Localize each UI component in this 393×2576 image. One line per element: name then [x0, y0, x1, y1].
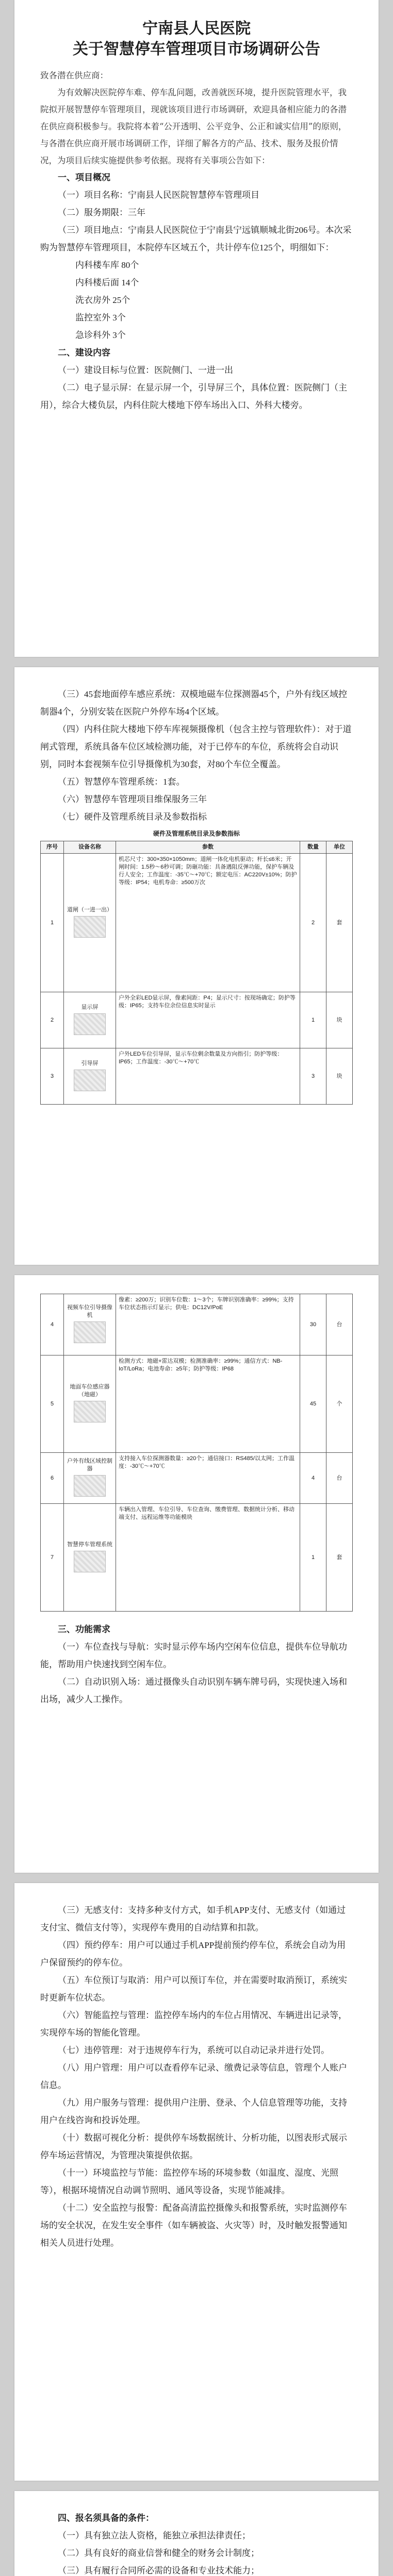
page-5: [14, 2491, 379, 2576]
product-image: [74, 1475, 106, 1497]
table-row: [41, 1294, 353, 1355]
doc-title-line2: 关于智慧停车管理项目市场调研公告: [73, 41, 320, 58]
page-4: [14, 1883, 379, 2481]
cell: 5: [41, 1355, 64, 1453]
cell: 台: [326, 1453, 353, 1504]
cell-text: 显示屏: [81, 1004, 99, 1010]
cell-text: 户外有线区域控制器: [67, 1458, 112, 1472]
cell: 3: [300, 1048, 326, 1105]
cell: 4: [41, 1294, 64, 1355]
col-header: 单位: [326, 841, 353, 854]
section3-heading: 三、功能需求: [58, 1624, 110, 1634]
intro-text: 为有效解决医院停车难、停车乱问题，改善就医环境，提升医院管理水平，我院拟开展智慧停车管理项目，现就该项目进行市场调研，欢迎具备相应能力的各潜在供应商积极参与。我院将本着“公开透明、公平竞争、公正和诚实信用”的原则，与各潜在供应商开展市场调研工作，详细了解各方的产品、技术、服务及报价情况，为项目后续实施提供参考依据。现将有关事项公告如下：: [40, 88, 347, 165]
cell: [64, 1504, 116, 1612]
cell: 块: [326, 992, 353, 1048]
product-image: [74, 1321, 106, 1343]
section4-heading: 四、报名须具备的条件：: [58, 2513, 154, 2523]
func-item: （三）无感支付：支持多种支付方式，如手机APP支付、无感支付（如通过支付宝、微信支付等），实现停车费用的自动结算和扣款。: [40, 1905, 346, 1933]
parking-item: 监控室外 3个: [75, 313, 126, 323]
cell-text: 智慧停车管理系统: [67, 1541, 112, 1548]
cell: [64, 992, 116, 1048]
p2-item6: （六）智慧停车管理项目维保服务三年: [58, 794, 207, 804]
cell: 4: [300, 1453, 326, 1504]
table-caption: 硬件及管理系统目录及参数指标: [153, 830, 240, 837]
cell: 2: [41, 992, 64, 1048]
cell: 像素：≥200万；识别车位数：1～3个；车牌识别准确率：≥99%；支持车位状态指示灯显示；供电：DC12V/PoE: [116, 1294, 300, 1355]
func-item: （十二）安全监控与报警：配备高清监控摄像头和报警系统，实时监测停车场的安全状况，在发生安全事件（如车辆被盗、火灾等）时，及时触发报警通知相关人员进行处理。: [40, 2203, 347, 2248]
cell: [64, 1453, 116, 1504]
table-row: [41, 1504, 353, 1612]
table-row: [41, 1355, 353, 1453]
func-item: （七）违停管理：对于违规停车行为，系统可以自动记录并进行处罚。: [58, 2045, 330, 2055]
col-header: 设备名称: [64, 841, 116, 854]
table-row: [41, 1048, 353, 1105]
s2-item1: （一）建设目标与位置：医院侧门、一进一出: [58, 365, 233, 375]
intro-salutation: 致各潜在供应商：: [40, 71, 108, 80]
cell: 户外全彩LED显示屏，像素间距：P4；显示尺寸：按现场确定；防护等级：IP65；支持车位余位信息实时显示: [116, 992, 300, 1048]
table-header-row: [41, 841, 353, 854]
product-image: [74, 1401, 106, 1422]
cell: 套: [326, 1504, 353, 1612]
table-row: [41, 992, 353, 1048]
page-1: [14, 0, 379, 657]
table-row: [41, 854, 353, 992]
cell: [64, 854, 116, 992]
page-3: [14, 1275, 379, 1873]
table-row: [41, 1453, 353, 1504]
func-item: （六）智能监控与管理：监控停车场内的车位占用情况、车辆进出记录等，实现停车场的智能化管理。: [40, 2010, 347, 2038]
cell: 个: [326, 1355, 353, 1453]
cell: 块: [326, 1048, 353, 1105]
s2-item2: （二）电子显示屏：在显示屏一个，引导屏三个，具体位置：医院侧门（主用），综合大楼负层，内科住院大楼地下停车场出入口、外科大楼旁。: [40, 383, 347, 410]
cell: [64, 1355, 116, 1453]
col-header: 序号: [41, 841, 64, 854]
product-image: [74, 916, 106, 938]
col-header: 数量: [300, 841, 326, 854]
func-item: （五）车位预订与取消：用户可以预订车位，并在需要时取消预订，系统实时更新车位状态。: [40, 1975, 347, 2003]
section2-heading: 二、建设内容: [58, 348, 110, 358]
s1-item1: （一）项目名称：宁南县人民医院智慧停车管理项目: [58, 190, 259, 200]
func-item: （十一）环境监控与节能：监控停车场的环境参数（如温度、湿度、光照等），根据环境情况自动调节照明、通风等设备，实现节能减排。: [40, 2168, 338, 2195]
cell: [64, 1048, 116, 1105]
func-item: （十）数据可视化分析：提供停车场数据统计、分析功能，以图表形式展示停车场运营情况，为管理决策提供依据。: [40, 2133, 347, 2160]
cell: 3: [41, 1048, 64, 1105]
func-item: （二）自动识别入场：通过摄像头自动识别车辆车牌号码，实现快速入场和出场，减少人工操作。: [40, 1677, 347, 1704]
product-image: [74, 1013, 106, 1035]
product-image: [74, 1070, 106, 1091]
parking-item: 内科楼后面 14个: [75, 278, 139, 287]
cell-text: 道闸（一进一出）: [67, 906, 112, 913]
cell-text: 地面车位感应器（地磁）: [70, 1384, 110, 1398]
cell: 1: [41, 854, 64, 992]
cell: 2: [300, 854, 326, 992]
func-item: （一）车位查找与导航：实时显示停车场内空闲车位信息，提供车位导航功能，帮助用户快速找到空闲车位。: [40, 1642, 347, 1669]
section1-heading: 一、项目概况: [58, 173, 110, 182]
req-item: （二）具有良好的商业信誉和健全的财务会计制度；: [58, 2548, 259, 2558]
cell: 户外LED车位引导屏，显示车位剩余数量及方向指引；防护等级：IP65；工作温度：-30℃～+70℃: [116, 1048, 300, 1105]
cell-text: 引导屏: [81, 1060, 99, 1066]
cell: 1: [300, 992, 326, 1048]
req-item: （一）具有独立法人资格，能独立承担法律责任；: [58, 2531, 251, 2540]
cell-text: 视频车位引导摄像机: [67, 1304, 112, 1318]
cell: 30: [300, 1294, 326, 1355]
cell: 检测方式：地磁+雷达双模；检测准确率：≥99%；通信方式：NB-IoT/LoRa；电池寿命：≥5年；防护等级：IP68: [116, 1355, 300, 1453]
parking-item: 洗衣房外 25个: [75, 295, 130, 305]
cell: 1: [300, 1504, 326, 1612]
page-2: [14, 667, 379, 1265]
parking-item: 内科楼车库 80个: [75, 260, 139, 270]
doc-title-line1: 宁南县人民医院: [142, 20, 251, 37]
cell: 机芯尺寸：300×350×1050mm；道闸一体化电机驱动；杆长≤6米；开闸时间：1.5秒～6秒可调；防砸功能：具备遇阻反弹功能，保护车辆及行人安全；工作温度：-35℃～+70℃；额定电压：AC220V±10%；防护等级：IP54；电机寿命：≥500万次: [116, 854, 300, 992]
cell: 支持接入车位探测器数量：≥20个；通信接口：RS485/以太网；工作温度：-30℃～+70℃: [116, 1453, 300, 1504]
s1-item2: （二）服务期限：三年: [58, 208, 145, 217]
cell: 6: [41, 1453, 64, 1504]
parking-item: 急诊科外 3个: [75, 330, 126, 340]
spec-table-1: [40, 841, 353, 1105]
cell: 车辆出入管理、车位引导、车位查询、缴费管理、数据统计分析、移动端支付、远程运维等功能模块: [116, 1504, 300, 1612]
p2-item4: （四）内科住院大楼地下停车库视频摄像机（包含主控与管理软件）：对于道闸式管理，系统具备车位区域检测功能，对于已停车的车位，系统将会自动识别，同时本套视频车位引导摄像机为30套，对80个车位全覆盖。: [40, 724, 352, 769]
spec-table-2: [40, 1294, 353, 1612]
cell: 套: [326, 854, 353, 992]
col-header: 参数: [116, 841, 300, 854]
s1-item3: （三）项目地点：宁南县人民医院位于宁南县宁远镇顺城北街206号。本次采购为智慧停车管理项目，本院停车区域五个，共计停车位125个，明细如下：: [40, 225, 352, 252]
cell: 台: [326, 1294, 353, 1355]
cell: 45: [300, 1355, 326, 1453]
cell: [64, 1294, 116, 1355]
func-item: （四）预约停车：用户可以通过手机APP提前预约停车位，系统会自动为用户保留预约的停车位。: [40, 1940, 346, 1968]
product-image: [74, 1551, 106, 1572]
p2-item7: （七）硬件及管理系统目录及参数指标: [58, 812, 207, 822]
req-item: （三）具有履行合同所必需的设备和专业技术能力；: [58, 2566, 259, 2575]
p2-item5: （五）智慧停车管理系统：1套。: [58, 777, 185, 787]
p2-item3: （三）45套地面停车感应系统：双模地磁车位探测器45个，户外有线区域控制器4个，分别安装在医院户外停车场4个区域。: [40, 689, 347, 717]
cell: 7: [41, 1504, 64, 1612]
func-item: （八）用户管理：用户可以查看停车记录、缴费记录等信息，管理个人账户信息。: [40, 2063, 347, 2090]
func-item: （九）用户服务与管理：提供用户注册、登录、个人信息管理等功能，支持用户在线咨询和投诉处理。: [40, 2098, 347, 2125]
